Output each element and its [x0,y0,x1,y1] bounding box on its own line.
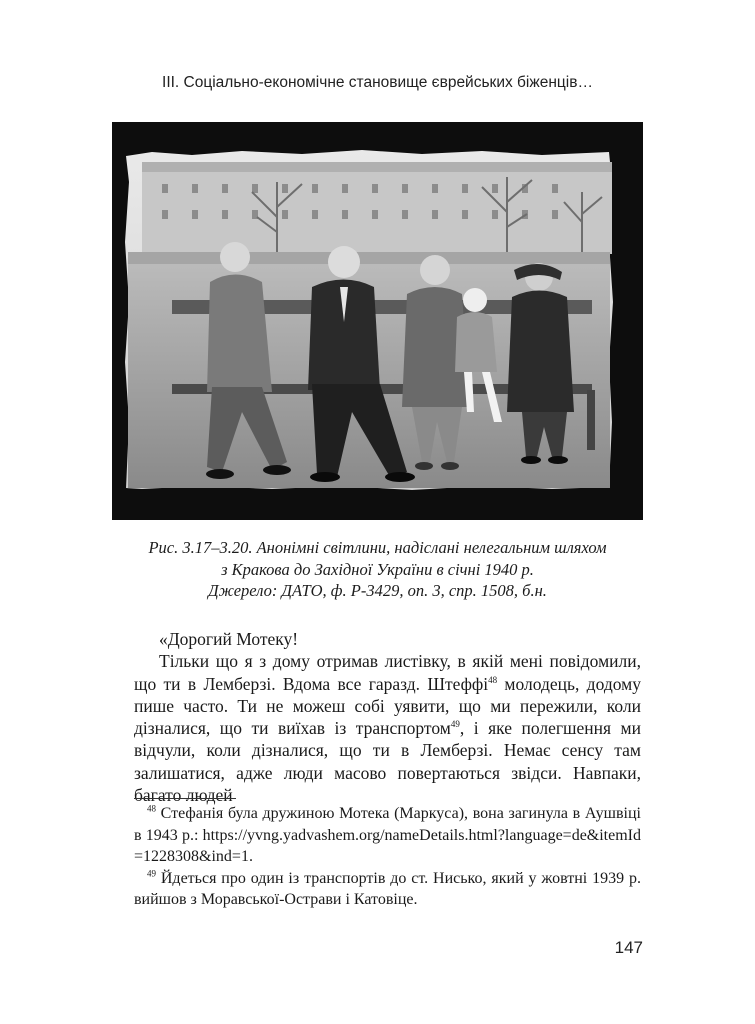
footnote-number: 48 [147,803,156,814]
letter-paragraph [134,650,641,806]
archival-photograph [112,122,643,520]
footnote-ref-49[interactable]: 49 [450,719,460,730]
footnote-divider [134,798,236,799]
caption-line-2: з Кракова до Західної України в січні 1940 р. [221,559,534,579]
footnote-48 [134,803,641,868]
footnote-text: Стефанія була дружиною Мотека (Маркуса), вона загинула в Аушвіці в 1943 р.: https://yvng.yadvashem.org/nameDetails.html?language=de&itemId=1228308&ind=1. [134,805,641,865]
letter-greeting: «Дорогий Мотеку! [159,629,299,649]
body-text [134,628,641,806]
page-number: 147 [614,938,643,957]
footnotes [134,803,641,911]
figure-caption [0,537,755,602]
caption-line-1: Рис. 3.17–3.20. Анонімні світлини, надіслані нелегальним шляхом [148,538,607,557]
photo-illustration [112,122,643,520]
footnote-49 [134,868,641,911]
footnote-ref-48[interactable]: 48 [488,674,498,685]
paragraph-text: Тільки що я з дому отримав листівку, в якій мені повідомили, що ти в Лемберзі. Вдома все гаразд. Штеффі [134,651,641,694]
running-header: III. Соціально-економічне становище єврейських біженців… [162,74,593,91]
paragraph-text: молодець, додому пише часто. Ти не можеш собі уявити, що ми пережили, коли дізналися, що ти виїхав із транспортом [134,673,641,739]
footnote-number: 49 [147,868,156,879]
footnote-text: Йдеться про один із транспортів до ст. Нисько, який у жовтні 1939 р. вийшов з Моравської-Острави і Катовіце. [134,869,641,908]
paragraph-text: , і яке полегшення ми відчули, коли дізналися, що ти в Лемберзі. Немає сенсу там залишатися, адже люди масово повертаються звідси. Навпаки, багато людей [134,718,641,806]
caption-line-3: Джерело: ДАТО, ф. Р-3429, оп. 3, спр. 1508, б.н. [208,581,547,600]
